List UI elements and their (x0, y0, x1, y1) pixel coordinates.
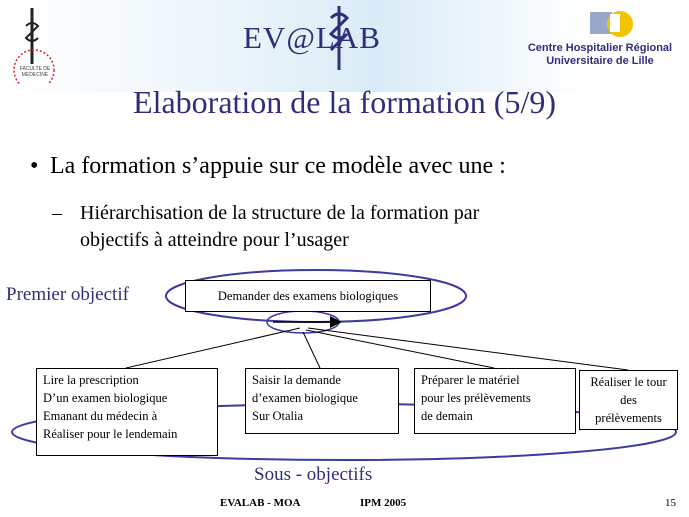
footer-left: EVALAB - MOA (220, 497, 301, 509)
sub-objective-line: pour les prélèvements (421, 391, 531, 405)
sub-objective-box (36, 368, 218, 456)
sub-objective-line: Réaliser le tour (590, 375, 667, 389)
sub-bullet-line-2: objectifs à atteindre pour l’usager (80, 229, 349, 251)
sub-objective-box (245, 368, 399, 434)
sub-objective-line: des prélèvements (595, 393, 662, 425)
bullet-dot-icon: • (30, 153, 39, 179)
sous-objectifs-label: Sous - objectifs (254, 464, 373, 485)
link-1 (126, 328, 300, 368)
sub-objective-line: D’un examen biologique (43, 391, 168, 405)
sub-objective-line: Réaliser pour le lendemain (43, 427, 178, 441)
chru-line-2: Universitaire de Lille (546, 55, 654, 67)
page-number: 15 (665, 497, 676, 509)
bullet-text: La formation s’appuie sur ce modèle avec une : (50, 153, 506, 179)
sub-objective-line: Emanant du médecin à (43, 409, 158, 423)
brand-title: EV@LAB (243, 20, 381, 55)
sub-objective-box (414, 368, 576, 434)
sub-objective-box (579, 370, 678, 430)
link-2 (303, 332, 320, 368)
sub-objective-line: Lire la prescription (43, 373, 139, 387)
main-objective-box: Demander des examens biologiques (185, 280, 431, 312)
sub-bullet-line-1: Hiérarchisation de la structure de la formation par (80, 202, 480, 224)
sub-objective-line: Sur Otalia (252, 409, 304, 423)
sub-objective-line: d’examen biologique (252, 391, 358, 405)
slide-title: Elaboration de la formation (5/9) (133, 84, 556, 120)
dash-icon: – (52, 202, 62, 224)
footer-middle: IPM 2005 (360, 497, 407, 509)
sub-objective-line: Préparer le matériel (421, 373, 520, 387)
link-4 (308, 328, 628, 370)
faculty-caption: FACULTE DE MEDECINE (19, 66, 51, 78)
sub-objective-line: Saisir la demande (252, 373, 341, 387)
premier-objectif-label: Premier objectif (6, 284, 129, 305)
sub-objective-line: de demain (421, 409, 473, 423)
chru-line-1: Centre Hospitalier Régional (527, 42, 673, 54)
